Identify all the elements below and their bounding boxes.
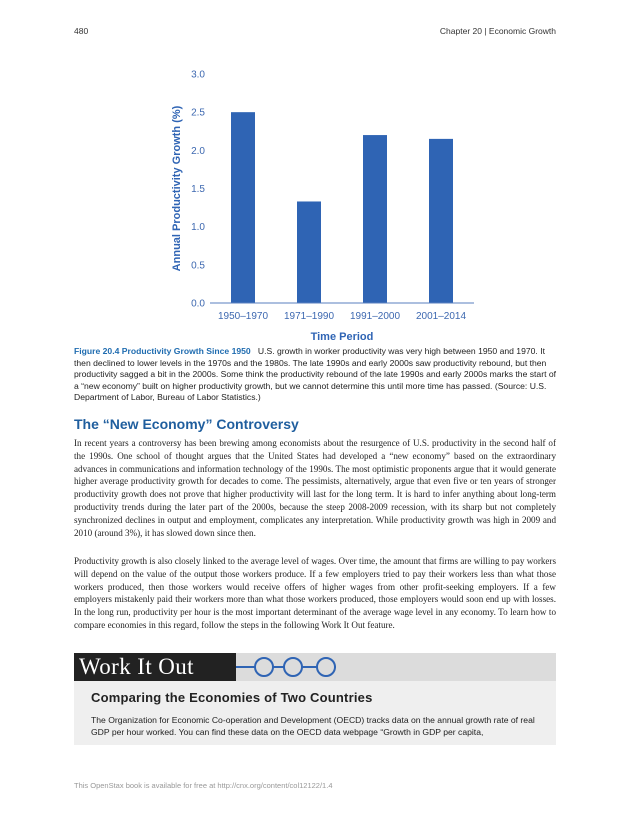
work-it-out-text: The Organization for Economic Co-operation and Development (OECD) tracks data on the annual growth rate of real GDP per hour worked. You can find these data on the OECD data webpage “Growth in GDP per capita,	[91, 715, 535, 738]
x-tick-label: 1971–1990	[283, 311, 335, 322]
figure-label: Figure 20.4 Productivity Growth Since 1950	[74, 346, 251, 356]
y-tick-label: 3.0	[191, 69, 205, 81]
section-title: The “New Economy” Controversy	[74, 416, 299, 432]
figure-caption-text: U.S. growth in worker productivity was very high between 1950 and 1970. It then declined to lower levels in the 1970s and the 1980s. The late 1990s and early 2000s saw productivity rebound, but then productivity sagged a bit in the 2000s. Some think the productivity rebound of the late 1990s and early 2000s marks the start of a “new economy” built on higher productivity growth, but we cannot determine this until more time has passed. (Source: U.S. Department of Labor, Bureau of Labor Statistics.)	[74, 346, 557, 403]
bar-1991–2000	[363, 135, 387, 303]
y-axis-title: Annual Productivity Growth (%)	[171, 105, 183, 272]
x-tick-label: 2001–2014	[415, 311, 467, 322]
bar-1971–1990	[297, 201, 321, 303]
y-tick-label: 0.0	[191, 298, 205, 310]
work-it-out-subtitle: Comparing the Economies of Two Countries	[91, 690, 373, 705]
chapter-header: Chapter 20 | Economic Growth	[439, 26, 556, 36]
page-number: 480	[74, 26, 89, 36]
bar-1950–1970	[231, 112, 255, 303]
paragraph-wages: Productivity growth is also closely linked to the average level of wages. Over time, the amount that firms are willing to pay workers will depend on the value of the output those workers produce. If a few employers tried to pay their workers less than what those workers produced, then those workers would receive offers of higher wages from other profit-seeking employers. If a few employers mistakenly paid their workers more than what those workers produced, those employers would soon end up with losses. In the long run, productivity per hour is the most important determinant of the average wage level in any economy. To learn how to compare economies in this regard, follow the steps in the following Work It Out feature.	[74, 556, 556, 630]
y-tick-label: 1.0	[191, 222, 205, 234]
bar-2001–2014	[429, 139, 453, 303]
figure-caption	[74, 346, 556, 404]
y-tick-label: 0.5	[191, 260, 205, 272]
y-tick-label: 1.5	[191, 184, 205, 195]
work-it-out-title: Work It Out	[74, 653, 236, 681]
x-axis-title: Time Period	[310, 331, 374, 343]
y-tick-label: 2.5	[191, 107, 205, 119]
work-it-out-steps-icon	[236, 653, 346, 681]
x-tick-label: 1991–2000	[349, 311, 401, 322]
paragraph-new-economy: In recent years a controversy has been brewing among economists about the resurgence of U.S. productivity in the second half of the 1990s. One school of thought argues that the United States had developed a “new economy” based on the extraordinary advances in communications and information technology of the 1990s. The most optimistic proponents argue that it would generate higher average productivity growth for decades to come. The pessimists, alternatively, argue that even five or ten years of stronger productivity growth does not prove that higher productivity will last for the long term. It is hard to infer anything about long-term productivity trends during the later part of the 2000s, because the steep 2008-2009 recession, with its sharp but not completely synchronized declines in output and employment, complicates any interpretation. While productivity growth was high in 2009 and 2010 (around 3%), it has slowed down since then.	[74, 438, 556, 538]
productivity-bar-chart	[160, 60, 480, 350]
footer-text: This OpenStax book is available for free at http://cnx.org/content/col12122/1.4	[74, 781, 333, 790]
y-tick-label: 2.0	[191, 145, 205, 157]
x-tick-label: 1950–1970	[217, 311, 269, 322]
